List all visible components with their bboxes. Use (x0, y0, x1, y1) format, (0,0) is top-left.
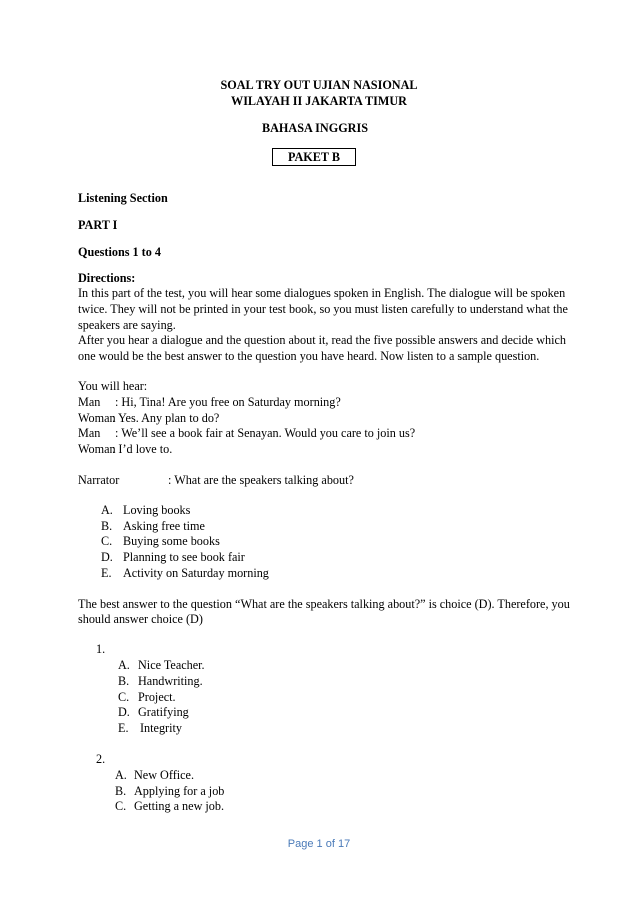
option-text: Loving books (123, 503, 191, 517)
option-text: Buying some books (123, 534, 220, 548)
sample-intro: You will hear: (78, 379, 148, 393)
option-text: Activity on Saturday morning (123, 566, 269, 580)
option-letter: D. (101, 550, 113, 564)
option-text: Handwriting. (138, 674, 203, 688)
option-text: Integrity (140, 721, 182, 735)
dialogue-text: : Yes. Any plan to do? (112, 411, 220, 425)
dialogue-speaker: Woman (78, 411, 116, 425)
package-box: PAKET B (272, 148, 356, 166)
option-text: Nice Teacher. (138, 658, 205, 672)
option-letter: C. (115, 799, 127, 813)
option-letter: A. (118, 658, 130, 672)
narrator-label: Narrator (78, 473, 120, 487)
option-text: Project. (138, 690, 176, 704)
option-letter: E. (118, 721, 129, 735)
dialogue-speaker: Man (78, 426, 101, 440)
option-text: Planning to see book fair (123, 550, 245, 564)
page-number: Page 1 of 17 (287, 838, 351, 850)
directions-p1-line1: In this part of the test, you will hear some dialogues spoken in English. The dialogue will be spoken (78, 286, 566, 300)
option-text: Getting a new job. (134, 799, 225, 813)
option-letter: B. (115, 784, 127, 798)
title-line-1: SOAL TRY OUT UJIAN NASIONAL (220, 78, 418, 92)
questions-range: Questions 1 to 4 (78, 245, 161, 259)
option-text: Gratifying (138, 705, 189, 719)
dialogue-text: : I’d love to. (112, 442, 173, 456)
dialogue-speaker: Woman (78, 442, 116, 456)
option-letter: B. (101, 519, 113, 533)
option-letter: A. (101, 503, 113, 517)
directions-p2-line1: After you hear a dialogue and the question about it, read the five possible answers and decide which (78, 333, 567, 347)
option-text: Applying for a job (134, 784, 225, 798)
question-number: 1. (96, 642, 106, 656)
directions-p2-line2: one would be the best answer to the question you have heard. Now listen to a sample question. (78, 349, 540, 363)
dialogue-text: : Hi, Tina! Are you free on Saturday morning? (115, 395, 341, 409)
subject-title: BAHASA INGGRIS (262, 121, 368, 135)
directions-p1-line3: speakers are saying. (78, 318, 176, 332)
option-text: New Office. (134, 768, 195, 782)
narrator-question: : What are the speakers talking about? (168, 473, 354, 487)
dialogue-speaker: Man (78, 395, 101, 409)
answer-line-1: The best answer to the question “What are the speakers talking about?” is choice (D). Therefore, you (78, 597, 570, 611)
option-letter: D. (118, 705, 130, 719)
option-letter: B. (118, 674, 130, 688)
option-letter: E. (101, 566, 112, 580)
option-letter: C. (118, 690, 130, 704)
directions-p1-line2: twice. They will not be printed in your test book, so you must listen carefully to understand what the (78, 302, 568, 316)
question-number: 2. (96, 752, 106, 766)
option-letter: A. (115, 768, 127, 782)
option-text: Asking free time (123, 519, 205, 533)
title-line-2: WILAYAH II JAKARTA TIMUR (231, 94, 407, 108)
part-heading: PART I (78, 218, 118, 232)
section-heading: Listening Section (78, 191, 168, 205)
answer-line-2: should answer choice (D) (78, 612, 203, 626)
directions-label: Directions: (78, 271, 136, 285)
dialogue-text: : We’ll see a book fair at Senayan. Would you care to join us? (115, 426, 416, 440)
option-letter: C. (101, 534, 113, 548)
